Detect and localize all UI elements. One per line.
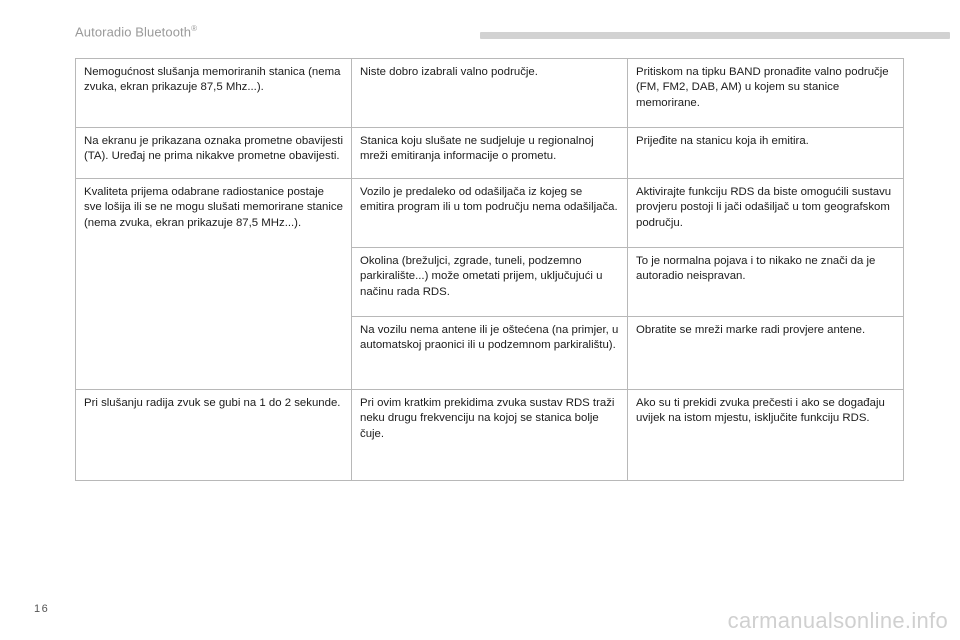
header-title-text: Autoradio Bluetooth — [75, 24, 192, 40]
page-header-title — [75, 24, 197, 39]
cause-cell: Niste dobro izabrali valno područje. — [352, 59, 628, 128]
solution-cell: Aktivirajte funkciju RDS da biste omogućili sustavu provjeru postoji li jači odašiljač u tom geografskom području. — [628, 179, 904, 248]
solution-cell: Obratite se mreži marke radi provjere antene. — [628, 317, 904, 390]
solution-cell: Prijeđite na stanicu koja ih emitira. — [628, 128, 904, 179]
table-row — [76, 128, 904, 179]
registered-mark: ® — [191, 24, 198, 33]
page-number: 16 — [34, 603, 50, 615]
watermark-text: carmanualsonline.info — [727, 608, 948, 633]
cause-cell: Okolina (brežuljci, zgrade, tuneli, podzemno parkiralište...) može ometati prijem, uključujući u načinu rada RDS. — [352, 248, 628, 317]
table-row — [76, 179, 904, 248]
cause-cell: Vozilo je predaleko od odašiljača iz kojeg se emitira program ili u tom području nema odašiljača. — [352, 179, 628, 248]
problem-cell: Na ekranu je prikazana oznaka prometne obavijesti (TA). Uređaj ne prima nikakve prometne obavijesti. — [76, 128, 352, 179]
table-row — [76, 390, 904, 481]
solution-cell: Pritiskom na tipku BAND pronađite valno područje (FM, FM2, DAB, AM) u kojem su stanice memorirane. — [628, 59, 904, 128]
cause-cell: Pri ovim kratkim prekidima zvuka sustav RDS traži neku drugu frekvenciju na kojoj se stanica bolje čuje. — [352, 390, 628, 481]
problem-cell: Nemogućnost slušanja memoriranih stanica (nema zvuka, ekran prikazuje 87,5 Mhz...). — [76, 59, 352, 128]
problem-cell: Kvaliteta prijema odabrane radiostanice postaje sve lošija ili se ne mogu slušati memorirane stanice (nema zvuka, ekran prikazuje 87,5 MHz...). — [76, 179, 352, 390]
header-divider-bar — [480, 32, 950, 39]
problem-cell: Pri slušanju radija zvuk se gubi na 1 do 2 sekunde. — [76, 390, 352, 481]
solution-cell: Ako su ti prekidi zvuka prečesti i ako se događaju uvijek na istom mjestu, isključite funkciju RDS. — [628, 390, 904, 481]
cause-cell: Stanica koju slušate ne sudjeluje u regionalnoj mreži emitiranja informacije o prometu. — [352, 128, 628, 179]
troubleshooting-table — [75, 58, 904, 481]
solution-cell: To je normalna pojava i to nikako ne znači da je autoradio neispravan. — [628, 248, 904, 317]
cause-cell: Na vozilu nema antene ili je oštećena (na primjer, u automatskoj praonici ili u podzemnom parkiralištu). — [352, 317, 628, 390]
table-row — [76, 59, 904, 128]
